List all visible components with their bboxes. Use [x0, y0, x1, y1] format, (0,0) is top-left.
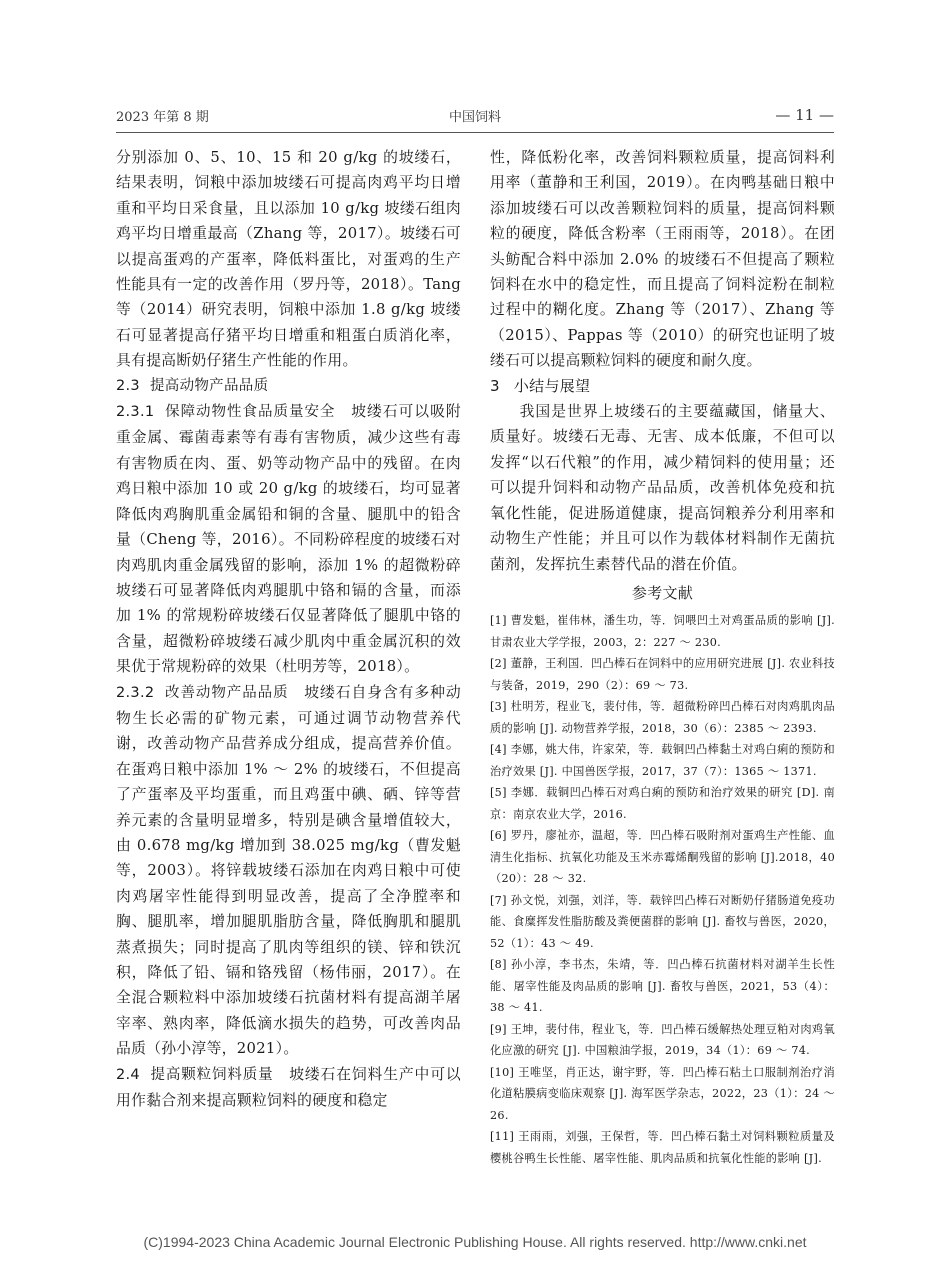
section-heading-2-3: 2.3 提高动物产品品质: [116, 377, 269, 394]
reference-list: [490, 610, 835, 1169]
header-rule: [116, 132, 834, 133]
subsection-heading: 2.3.1 保障动物性食品质量安全: [116, 404, 336, 421]
section-heading-3: 3 小结与展望: [490, 376, 591, 395]
paragraph: 分别添加 0、5、10、15 和 20 g/kg 的坡缕石，结果表明，饲粮中添加坡缕石可提高肉鸡平均日增重和平均日采食量，且以添加 10 g/kg 坡缕石组肉鸡平均日增重最高（Zhang 等，2017）。坡缕石可以提高蛋鸡的产蛋率，降低料蛋比，对蛋鸡的生产性能具有一定的改善作用（罗丹等，2018）。Tang 等（2014）研究表明，饲粮中添加 1.8 g/kg 坡缕石可显著提高仔猪平均日增重和粗蛋白质消化率，具有提高断奶仔猪生产性能的作用。: [116, 149, 461, 370]
reference-item: [9] 王坤，裴付伟，程业飞，等．凹凸棒石缓解热处理豆粕对肉鸡氧化应激的研究 [J]. 中国粮油学报，2019，34（1）：69 ～ 74.: [490, 1022, 835, 1058]
reference-item: [6] 罗丹，廖祉亦，温超，等．凹凸棒石吸附剂对蛋鸡生产性能、血清生化指标、抗氧化功能及玉米赤霉烯酮残留的影响 [J].2018，40（20）：28 ～ 32.: [490, 829, 835, 886]
reference-item: [4] 李娜，姚大伟，许家荣，等．载铜凹凸棒黏土对鸡白痢的预防和治疗效果 [J]. 中国兽医学报，2017，37（7）：1365 ～ 1371.: [490, 743, 835, 778]
reference-item: [10] 王唯坚，肖正达，谢宇野，等．凹凸棒石粘土口服制剂治疗消化道粘膜病变临床观察 [J]. 海军医学杂志，2022，23（1）：24 ～ 26.: [490, 1065, 835, 1122]
references-heading: 参考文献: [631, 583, 694, 602]
subsection-2-3-1: 2.3.1 保障动物性食品质量安全 坡缕石可以吸附重金属、霉菌毒素等有毒有害物质，减少这些有毒有害物质在肉、蛋、奶等动物产品中的残留。在肉鸡日粮中添加 10 或 20 g/kg 的坡缕石，均可显著降低肉鸡胸肌重金属铅和铜的含量、腿肌中的铅含量（Cheng 等，2016）。不同粉碎程度的坡缕石对肉鸡肌肉重金属残留的影响，添加 1% 的超微粉碎坡缕石可显著降低肉鸡腿肌中铬和镉的含量，而添加 1% 的常规粉碎坡缕石仅显著降低了腿肌中铬的含量，超微粉碎坡缕石减少肌肉中重金属沉积的效果优于常规粉碎的效果（杜明芳等，2018）。: [116, 403, 461, 676]
paragraph: 我国是世界上坡缕石的主要蕴藏国，储量大、质量好。坡缕石无毒、无害、成本低廉，不但可以发挥“以石代粮”的作用，减少精饲料的使用量；还可以提升饲料和动物产品品质，改善机体免疫和抗氧化性能，促进肠道健康，提高饲粮养分利用率和动物生产性能；并且可以作为载体材料制作无菌抗菌剂，发挥抗生素替代品的潜在价值。: [490, 403, 835, 573]
paragraph: 性，降低粉化率，改善饲料颗粒质量，提高饲料利用率（董静和王利国，2019）。在肉鸭基础日粮中添加坡缕石可以改善颗粒饲料的质量，提高饲料颗粒的硬度，降低含粉率（王雨雨等，2018）。在团头鲂配合料中添加 2.0% 的坡缕石不但提高了颗粒饲料在水中的稳定性，而且提高了饲料淀粉在制粒过程中的糊化度。Zhang 等（2017）、Zhang 等（2015）、Pappas 等（2010）的研究也证明了坡缕石可以提高颗粒饲料的硬度和耐久度。: [490, 149, 835, 370]
reference-item: [1] 曹发魁，崔伟林，潘生功，等．饲喂凹土对鸡蛋品质的影响 [J]. 甘肃农业大学学报，2003，2：227 ～ 230.: [490, 614, 835, 649]
subsection-heading: 2.3.2 改善动物产品品质: [116, 684, 289, 701]
page-number: — 11 —: [775, 106, 834, 124]
reference-item: [11] 王雨雨，刘强，王保哲，等．凹凸棒石黏土对饲料颗粒质量及樱桃谷鸭生长性能、屠宰性能、肌肉品质和抗氧化性能的影响 [J].: [490, 1130, 835, 1165]
section-heading-2-4: 2.4 提高颗粒饲料质量: [116, 1066, 274, 1083]
section-2-4: 2.4 提高颗粒饲料质量 坡缕石在饲料生产中可以用作黏合剂来提高颗粒饲料的硬度和稳定: [116, 1065, 461, 1110]
issue-label: 2023 年第 8 期: [116, 110, 209, 125]
subsection-2-3-2: 2.3.2 改善动物产品品质 坡缕石自身含有多种动物生长必需的矿物元素，可通过调节动物营养代谢，改善动物产品营养成分组成，提高营养价值。在蛋鸡日粮中添加 1% ～ 2% 的坡缕石，不但提高了产蛋率及平均蛋重，而且鸡蛋中碘、硒、锌等营养元素的含量明显增多，特别是碘含量增值较大，由 0.678 mg/kg 增加到 38.025 mg/kg（曹发魁等，2003）。将锌载坡缕石添加在肉鸡日粮中可使肉鸡屠宰性能得到明显改善，提高了全净膛率和胸、腿肌率，增加腿肌脂肪含量，降低胸肌和腿肌蒸煮损失；同时提高了肌肉等组织的镁、锌和铁沉积，降低了铅、镉和铬残留（杨伟丽，2017）。在全混合颗粒料中添加坡缕石抗菌材料有提高湖羊屠宰率、熟肉率，降低滴水损失的趋势，可改善肉品品质（孙小淳等，2021）。: [116, 683, 461, 1058]
reference-item: [8] 孙小淳，李书杰，朱靖，等．凹凸棒石抗菌材料对湖羊生长性能、屠宰性能及肉品质的影响 [J]. 畜牧与兽医，2021，53（4）：38 ～ 41.: [490, 958, 835, 1015]
reference-item: [3] 杜明芳，程业飞，裴付伟，等．超微粉碎凹凸棒石对肉鸡肌肉品质的影响 [J]. 动物营养学报，2018，30（6）：2385 ～ 2393.: [490, 700, 835, 735]
right-column: [490, 145, 835, 1169]
copyright-footer: (C)1994-2023 China Academic Journal Electronic Publishing House. All rights reserved. http://www.cnki.net: [143, 1234, 807, 1250]
journal-name: 中国饲料: [448, 110, 501, 125]
left-column: [116, 145, 461, 1113]
running-header: [116, 106, 834, 128]
reference-item: [5] 李娜．载铜凹凸棒石对鸡白痢的预防和治疗效果的研究 [D]. 南京：南京农业大学，2016.: [490, 786, 835, 821]
reference-item: [7] 孙文悦，刘强，刘洋，等．载锌凹凸棒石对断奶仔猪肠道免疫功能、食糜挥发性脂肪酸及粪便菌群的影响 [J]. 畜牧与兽医，2020，52（1）：43 ～ 49.: [490, 893, 835, 950]
reference-item: [2] 董静，王利国．凹凸棒石在饲料中的应用研究进展 [J]. 农业科技与装备，2019，290（2）：69 ～ 73.: [490, 657, 835, 692]
